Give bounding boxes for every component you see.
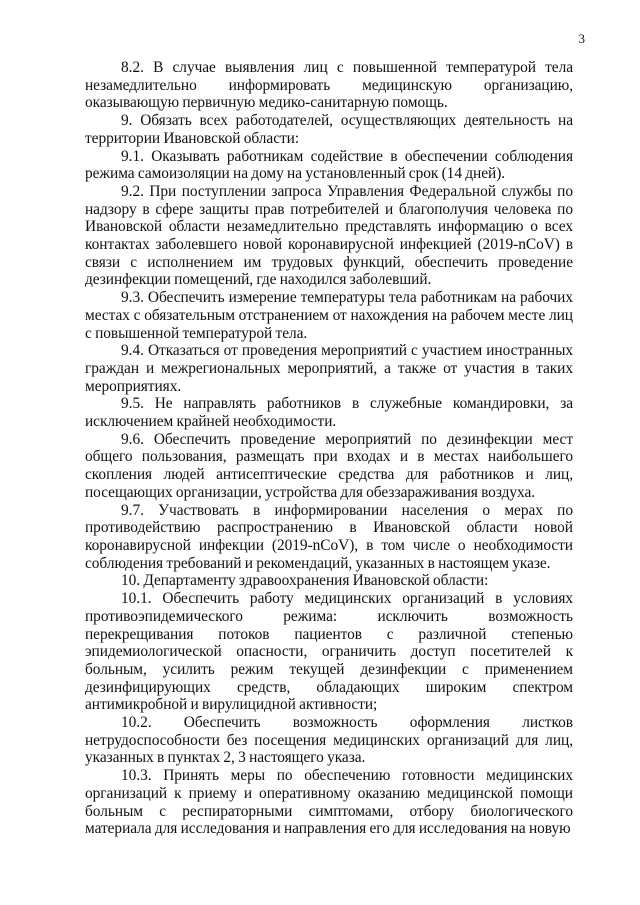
paragraph-9-7: 9.7. Участвовать в информировании населения о мерах по противодействию распространению в Ивановской области новой коронавирусной инфекции (2019-nCoV), в том числе о необходимости соблюдения требований и рекомендаций, указанных в настоящем указе. xyxy=(85,501,573,572)
paragraph-9-4: 9.4. Отказаться от проведения мероприятий с участием иностранных граждан и межрегиональных мероприятий, а также от участия в таких мероприятиях. xyxy=(85,342,573,395)
paragraph-9: 9. Обязать всех работодателей, осуществляющих деятельность на территории Ивановской области: xyxy=(85,112,573,147)
paragraph-10: 10. Департаменту здравоохранения Ивановской области: xyxy=(121,572,489,590)
paragraph-10-1: 10.1. Обеспечить работу медицинских организаций в условиях противоэпидемического режима: исключить возможность перекрещивания потоков пациентов с различной степенью эпидемиологической опасности, ограничить доступ посетителей к больным, усилить режим текущей дезинфекции с применением дезинфицирующих средств, обладающих широким спектром антимикробной и вирулицидной активности; xyxy=(85,590,573,714)
paragraph-9-6: 9.6. Обеспечить проведение мероприятий по дезинфекции мест общего пользования, размещать при входах и в местах наибольшего скопления людей антисептические средства для работников и лиц, посещающих организации, устройства для обеззараживания воздуха. xyxy=(85,430,573,501)
paragraph-9-2: 9.2. При поступлении запроса Управления Федеральной службы по надзору в сфере защиты прав потребителей и благополучия человека по Ивановской области незамедлительно представлять информацию о всех контактах заболевшего новой коронавирусной инфекцией (2019-nCoV) в связи с исполнением им трудовых функций, обеспечить проведение дезинфекции помещений, где находился заболевший. xyxy=(85,182,573,289)
paragraph-9-5: 9.5. Не направлять работников в служебные командировки, за исключением крайней необходимости. xyxy=(85,395,573,431)
paragraph-10-2: 10.2. Обеспечить возможность оформления листков нетрудоспособности без посещения медицинских организаций для лиц, указанных в пунктах 2, 3 настоящего указа. xyxy=(85,714,573,767)
paragraph-10-3: 10.3. Принять меры по обеспечению готовности медицинских организаций к приему и оперативному оказанию медицинской помощи больным с респираторными симптомами, отбору биологического материала для исследования и направления его для исследования на новую xyxy=(85,767,573,838)
paragraph-8-2: 8.2. В случае выявления лиц с повышенной температурой тела незамедлительно информировать медицинскую организацию, оказывающую первичную медико-санитарную помощь. xyxy=(85,59,573,112)
paragraph-9-3: 9.3. Обеспечить измерение температуры тела работникам на рабочих местах с обязательным отстранением от нахождения на рабочем месте лиц с повышенной температурой тела. xyxy=(85,289,573,342)
page-number: 3 xyxy=(578,31,585,46)
document-body xyxy=(85,59,573,838)
paragraph-9-1: 9.1. Оказывать работникам содействие в обеспечении соблюдения режима самоизоляции на дому на установленный срок (14 дней). xyxy=(85,147,573,183)
